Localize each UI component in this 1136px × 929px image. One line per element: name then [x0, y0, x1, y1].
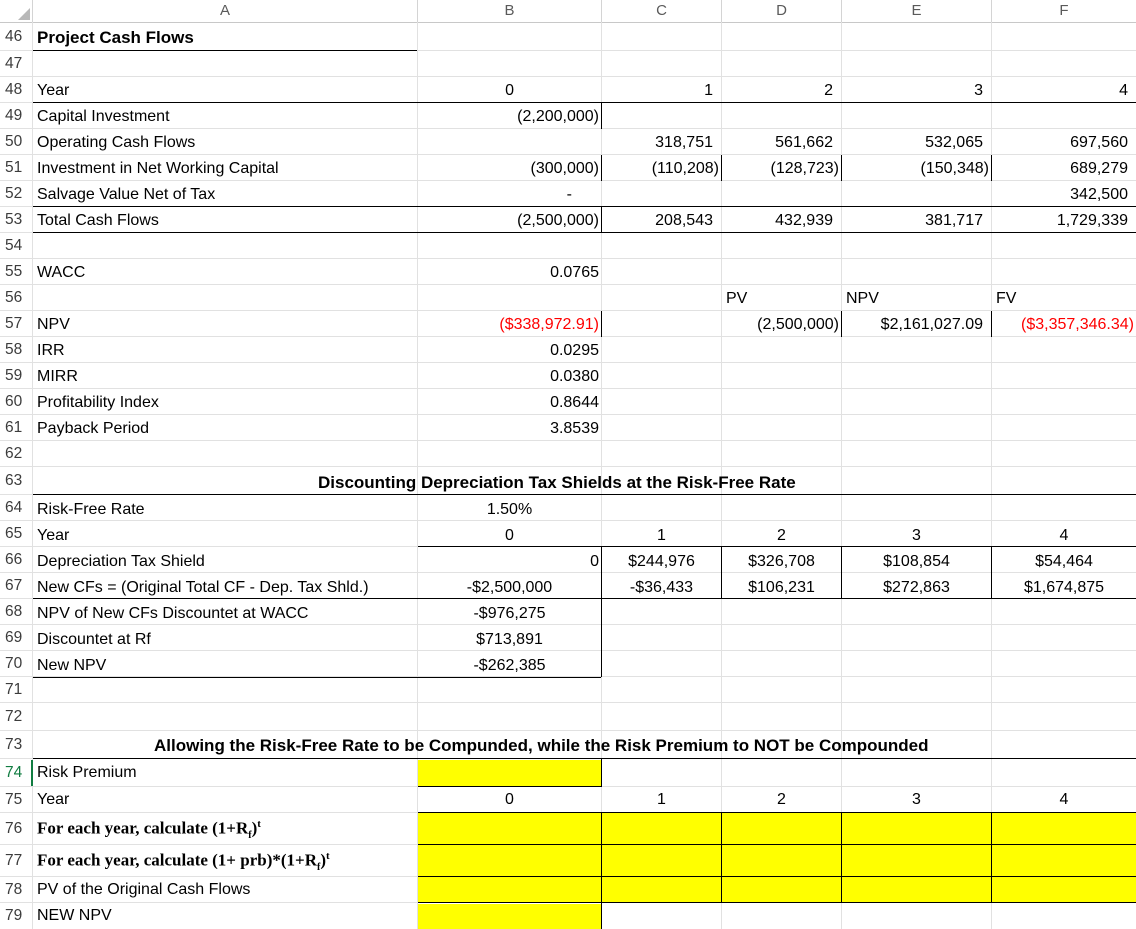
subscript-f: f [248, 830, 252, 842]
dts-y4[interactable]: $54,464 [1035, 553, 1093, 570]
ocf-y2[interactable]: 561,662 [775, 134, 833, 151]
subscript-f: f [317, 862, 321, 874]
row-header[interactable]: 63 [5, 472, 23, 489]
row-header[interactable]: 71 [5, 681, 23, 698]
mirr-value[interactable]: 0.0380 [550, 368, 599, 385]
label-pv-original-cfs[interactable]: PV of the Original Cash Flows [37, 881, 251, 898]
row-gridline [0, 520, 1136, 521]
nwc-y2[interactable]: (128,723) [770, 160, 839, 177]
cell-border [721, 813, 722, 903]
row-gridline [0, 76, 1136, 77]
row78-input-cells[interactable] [418, 877, 1136, 903]
row-gridline [0, 414, 1136, 415]
label-profitability-index[interactable]: Profitability Index [37, 394, 159, 411]
row-header[interactable]: 56 [5, 289, 23, 306]
row-header[interactable]: 60 [5, 393, 23, 410]
row-header[interactable]: 77 [5, 852, 23, 869]
s3-year-2[interactable]: 2 [777, 791, 786, 808]
close-paren: ) [251, 818, 258, 838]
row76-text: For each year, calculate (1+R [37, 818, 249, 838]
cell-border [33, 494, 1136, 495]
cell-border [33, 677, 601, 678]
label-salvage[interactable]: Salvage Value Net of Tax [37, 186, 216, 203]
select-all-icon [18, 8, 30, 20]
cell-border [601, 311, 602, 337]
row-header[interactable]: 64 [5, 499, 23, 516]
cell-border [33, 758, 1136, 759]
year-3[interactable]: 3 [974, 82, 983, 99]
fv-value[interactable]: ($3,357,346.34) [1021, 316, 1134, 333]
capital-investment-y0[interactable]: (2,200,000) [517, 108, 599, 125]
nwc-y3[interactable]: (150,348) [920, 160, 989, 177]
cell-border [418, 902, 1136, 903]
column-header-f[interactable]: F [992, 0, 1136, 23]
active-row-indicator [31, 760, 33, 786]
total-y3[interactable]: 381,717 [925, 212, 983, 229]
cell-border [418, 876, 1136, 877]
label-nwc[interactable]: Investment in Net Working Capital [37, 160, 279, 177]
header-separator [991, 0, 992, 22]
cell-border [33, 206, 1136, 207]
superscript-t: t [326, 850, 330, 862]
label-row76-formula[interactable] [37, 818, 261, 841]
label-dep-tax-shield[interactable]: Depreciation Tax Shield [37, 553, 205, 570]
risk-free-rate-value[interactable]: 1.50% [486, 501, 533, 518]
column-gridline [32, 22, 33, 929]
label-discounted-at-rf[interactable]: Discountet at Rf [37, 631, 151, 648]
year-4[interactable]: 4 [1119, 82, 1128, 99]
row-header[interactable]: 55 [5, 263, 23, 280]
row-gridline [0, 284, 1136, 285]
row-gridline [0, 650, 1136, 651]
row-header[interactable]: 57 [5, 315, 23, 332]
cell-border [33, 50, 417, 51]
irr-value[interactable]: 0.0295 [550, 342, 599, 359]
total-y4[interactable]: 1,729,339 [1056, 212, 1128, 229]
cell-border [418, 786, 601, 787]
label-year-s2[interactable]: Year [37, 527, 70, 544]
row76-input-cells[interactable] [418, 813, 1136, 844]
row-header[interactable]: 46 [5, 28, 23, 45]
row-header[interactable]: 48 [5, 81, 23, 98]
wacc-value[interactable]: 0.0765 [550, 264, 599, 281]
row-header[interactable]: 54 [5, 237, 23, 254]
dts-y2[interactable]: $326,708 [748, 553, 815, 570]
row-header[interactable]: 50 [5, 133, 23, 150]
row-header[interactable]: 69 [5, 629, 23, 646]
column-header-a[interactable]: A [33, 0, 417, 23]
newcf-y3[interactable]: $272,863 [883, 579, 950, 596]
row77-text: For each year, calculate (1+ prb)*(1+R [37, 850, 317, 870]
year-0[interactable]: 0 [505, 82, 514, 99]
section-title-project-cash-flows[interactable]: Project Cash Flows [37, 28, 194, 47]
row-header[interactable]: 53 [5, 211, 23, 228]
row-gridline [0, 730, 1136, 731]
pi-value[interactable]: 0.8644 [550, 394, 599, 411]
row-header[interactable]: 51 [5, 159, 23, 176]
column-header-d[interactable]: D [722, 0, 841, 23]
s2-year-3[interactable]: 3 [912, 527, 921, 544]
row-gridline [0, 572, 1136, 573]
section-title-dts[interactable]: Discounting Depreciation Tax Shields at the Risk-Free Rate [318, 473, 796, 492]
row-header[interactable]: 79 [5, 907, 23, 924]
new-npv-value[interactable]: -$262,385 [473, 657, 546, 674]
payback-value[interactable]: 3.8539 [550, 420, 599, 437]
dts-y3[interactable]: $108,854 [883, 553, 950, 570]
row79-input-cell[interactable] [418, 904, 601, 929]
column-header-e[interactable]: E [842, 0, 991, 23]
pv-value[interactable]: (2,500,000) [757, 316, 839, 333]
label-year[interactable]: Year [37, 82, 70, 99]
label-new-npv-s3[interactable]: NEW NPV [37, 907, 112, 924]
superscript-t: t [257, 818, 261, 830]
row-gridline [0, 310, 1136, 311]
newcf-y0[interactable]: -$2,500,000 [466, 579, 553, 596]
nwc-y4[interactable]: 689,279 [1070, 160, 1128, 177]
newcf-y4[interactable]: $1,674,875 [1023, 579, 1105, 596]
label-npv[interactable]: NPV [37, 316, 70, 333]
npv-value[interactable]: ($338,972.91) [499, 316, 599, 333]
row-header[interactable]: 49 [5, 107, 23, 124]
row-header[interactable]: 73 [5, 736, 23, 753]
row-header[interactable]: 52 [5, 185, 23, 202]
row-header[interactable]: 65 [5, 525, 23, 542]
row-header[interactable]: 58 [5, 341, 23, 358]
row-gridline [0, 336, 1136, 337]
label-wacc[interactable]: WACC [37, 264, 86, 281]
label-year-s3[interactable]: Year [37, 791, 70, 808]
total-y1[interactable]: 208,543 [655, 212, 713, 229]
column-header-b[interactable]: B [418, 0, 601, 23]
row-gridline [0, 258, 1136, 259]
column-header-c[interactable]: C [602, 0, 721, 23]
header-separator [601, 0, 602, 22]
discounted-at-rf-value[interactable]: $713,891 [476, 631, 543, 648]
cell-border [418, 546, 1136, 547]
cell-border [601, 103, 602, 129]
cell-border [841, 813, 842, 903]
cell-border [991, 813, 992, 903]
row-header[interactable]: 61 [5, 419, 23, 436]
dts-y1[interactable]: $244,976 [628, 553, 695, 570]
nwc-y1[interactable]: (110,208) [651, 160, 719, 177]
row-gridline [0, 388, 1136, 389]
dts-y0[interactable]: 0 [590, 553, 599, 570]
cell-border [418, 812, 1136, 813]
label-capital-investment[interactable]: Capital Investment [37, 108, 170, 125]
row-gridline [0, 128, 1136, 129]
total-y2[interactable]: 432,939 [775, 212, 833, 229]
label-row77-formula[interactable] [37, 850, 330, 873]
npv-alt-value[interactable]: $2,161,027.09 [880, 316, 983, 333]
year-2[interactable]: 2 [824, 82, 833, 99]
s3-year-3[interactable]: 3 [912, 791, 921, 808]
row-gridline [0, 702, 1136, 703]
salvage-y0[interactable]: - [566, 186, 572, 203]
row-gridline [0, 362, 1136, 363]
row-header[interactable]: 68 [5, 603, 23, 620]
section-title-compounded[interactable]: Allowing the Risk-Free Rate to be Compunded, while the Risk Premium to NOT be Compounded [154, 736, 929, 755]
total-y0[interactable]: (2,500,000) [517, 212, 599, 229]
row-header[interactable]: 78 [5, 881, 23, 898]
row-header[interactable]: 70 [5, 655, 23, 672]
header-separator [841, 0, 842, 22]
label-npv-new-cfs-wacc[interactable]: NPV of New CFs Discountet at WACC [37, 605, 309, 622]
header-separator [417, 0, 418, 22]
label-irr[interactable]: IRR [37, 342, 65, 359]
row-header[interactable]: 62 [5, 445, 23, 462]
newcf-y2[interactable]: $106,231 [748, 579, 815, 596]
fv-header[interactable]: FV [996, 290, 1017, 307]
pv-header[interactable]: PV [726, 290, 748, 307]
cell-border [601, 599, 602, 677]
row-header[interactable]: 74 [5, 764, 23, 781]
row-header[interactable]: 47 [5, 55, 23, 72]
close-paren: ) [320, 850, 327, 870]
s3-year-1[interactable]: 1 [657, 791, 666, 808]
npv-new-cfs-wacc-value[interactable]: -$976,275 [473, 605, 546, 622]
header-separator [32, 0, 33, 22]
s2-year-0[interactable]: 0 [505, 527, 514, 544]
label-new-npv[interactable]: New NPV [37, 657, 107, 674]
salvage-y4[interactable]: 342,500 [1070, 186, 1128, 203]
cell-border [33, 232, 1136, 233]
year-1[interactable]: 1 [704, 82, 713, 99]
row-header[interactable]: 66 [5, 551, 23, 568]
cell-border [33, 598, 1136, 599]
risk-premium-input-cell[interactable] [418, 760, 601, 786]
label-operating-cash-flows[interactable]: Operating Cash Flows [37, 134, 196, 151]
nwc-y0[interactable]: (300,000) [530, 160, 599, 177]
row-gridline [0, 440, 1136, 441]
header-separator [721, 0, 722, 22]
ocf-y4[interactable]: 697,560 [1070, 134, 1128, 151]
row-header[interactable]: 75 [5, 791, 23, 808]
row-gridline [0, 180, 1136, 181]
cell-border [601, 813, 602, 903]
row-header[interactable]: 67 [5, 577, 23, 594]
s2-year-1[interactable]: 1 [657, 527, 666, 544]
label-payback-period[interactable]: Payback Period [37, 420, 150, 437]
newcf-y1[interactable]: -$36,433 [629, 579, 694, 596]
label-total-cash-flows[interactable]: Total Cash Flows [37, 212, 159, 229]
ocf-y3[interactable]: 532,065 [925, 134, 983, 151]
select-all-corner[interactable] [0, 0, 32, 23]
s2-year-2[interactable]: 2 [777, 527, 786, 544]
label-new-cfs[interactable]: New CFs = (Original Total CF - Dep. Tax Shld.) [37, 579, 369, 596]
cell-border [33, 102, 1136, 103]
label-mirr[interactable]: MIRR [37, 368, 78, 385]
row-gridline [0, 466, 1136, 467]
row-gridline [0, 624, 1136, 625]
s2-year-4[interactable]: 4 [1059, 527, 1069, 544]
label-risk-premium[interactable]: Risk Premium [37, 764, 137, 781]
label-risk-free-rate[interactable]: Risk-Free Rate [37, 501, 145, 518]
cell-border [418, 844, 1136, 845]
ocf-y1[interactable]: 318,751 [655, 134, 713, 151]
row-gridline [0, 154, 1136, 155]
row77-input-cells[interactable] [418, 845, 1136, 876]
s3-year-4[interactable]: 4 [1059, 791, 1069, 808]
cell-border [601, 759, 602, 787]
row-header[interactable]: 59 [5, 367, 23, 384]
npv-header[interactable]: NPV [846, 290, 879, 307]
row-header[interactable]: 76 [5, 820, 23, 837]
s3-year-0[interactable]: 0 [505, 791, 514, 808]
row-header[interactable]: 72 [5, 708, 23, 725]
cell-border [601, 903, 602, 929]
